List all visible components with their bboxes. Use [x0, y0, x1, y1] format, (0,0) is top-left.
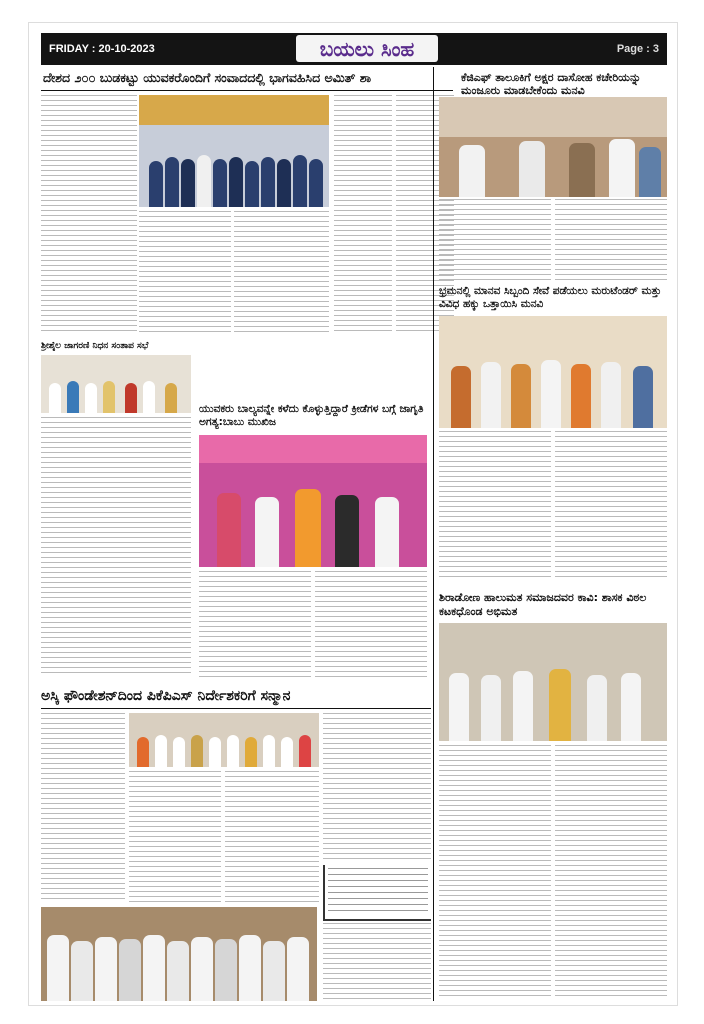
- article-text: [225, 771, 319, 903]
- photo-crowd: [41, 907, 317, 1001]
- article-text: [439, 431, 551, 581]
- headline-sports-awareness: ಯುವಕರು ಬಾಲ್ಯವನ್ನೇ ಕಳೆದು ಕೊಳ್ಳುತ್ತಿದ್ದಾರೆ ಕ್ರೀಡೆಗಳ ಬಗ್ಗೆ ಜಾಗೃತಿ ಅಗತ್ಯ:ಬಾಬು ಮುಖಿಜ: [199, 403, 424, 428]
- photo-kgf-memorandum: [439, 97, 667, 197]
- page-number: Page : 3: [616, 43, 659, 55]
- article-text: [129, 771, 221, 903]
- headline-kgf-office: ಕೆಜಿಎಫ್ ತಾಲೂಕಿಗೆ ಅಕ್ಷರ ದಾಸೋಹ ಕಚೇರಿಯನ್ನು ಮಂಜೂರು ಮಾಡಬೇಕೆಂದು ಮನವಿ: [461, 71, 642, 97]
- article-text: [334, 95, 392, 335]
- photo-union-memorandum: [439, 316, 667, 428]
- article-text: [439, 745, 551, 999]
- article-text: [439, 199, 551, 283]
- column-divider: [433, 67, 434, 1001]
- paper-title: ಬಯಲು ಸಿಂಹ: [296, 35, 438, 62]
- article-text: [41, 713, 125, 903]
- newspaper-page: [28, 22, 678, 1006]
- headline-shiradona: ಶಿರಾಡೋಣ ಹಾಲುಮತ ಸಮಾಜದವರ ಕಾವಿ: ಶಾಸಕ ವಿಠಲ ಕಟಕಧೊಂಡ ಅಭಿಮತ: [439, 591, 647, 618]
- photo-shiradona-ceremony: [439, 623, 667, 741]
- headline-foundation-honour: ಅಸ್ಕಿ ಫೌಂಡೇಶನ್‌ದಿಂದ ಪಿಕೆಪಿಎಸ್ ನಿರ್ದೇಶಕರಿಗೆ ಸನ್ಮಾನ: [41, 685, 431, 709]
- issue-date: FRIDAY : 20-10-2023: [49, 43, 155, 55]
- article-text: [199, 571, 311, 677]
- article-text: [323, 923, 431, 1001]
- photo-honour-group: [129, 713, 319, 767]
- masthead: [41, 33, 667, 65]
- highlight-box: [323, 865, 431, 921]
- article-text: [555, 199, 667, 283]
- article-text: [41, 95, 137, 335]
- photo-condolence-meeting: [41, 355, 191, 413]
- article-text: [555, 431, 667, 581]
- article-text: [41, 417, 191, 677]
- article-text: [139, 211, 231, 335]
- photo-sports-event: [199, 435, 427, 567]
- photo-amit-shah-group: [139, 95, 329, 207]
- headline-amit-shah: ದೇಶದ ೨೦೦ ಬುಡಕಟ್ಟು ಯುವಕರೊಂದಿಗೆ ಸಂವಾದದಲ್ಲಿ ಭಾಗವಹಿಸಿದ ಅಮಿತ್ ಶಾ: [41, 67, 453, 91]
- article-text: [323, 713, 431, 863]
- article-text: [234, 211, 329, 335]
- headline-condolence: ಶ್ರೀಶೈಲ ಜಾಗರಣಿ ನಿಧನ ಸಂತಾಪ ಸಭೆ: [41, 341, 149, 351]
- article-text: [555, 745, 667, 999]
- article-text: [315, 571, 427, 677]
- headline-manpower-retender: ಭ್ರಮನಲ್ಲಿ ಮಾನವ ಸಿಬ್ಬಂದಿ ಸೇವೆ ಪಡೆಯಲು ಮರುಟೆಂಡರ್ ಮತ್ತು ವಿವಿಧ ಹಕ್ಕು ಒತ್ತಾಯಿಸಿ ಮನವಿ: [439, 285, 662, 310]
